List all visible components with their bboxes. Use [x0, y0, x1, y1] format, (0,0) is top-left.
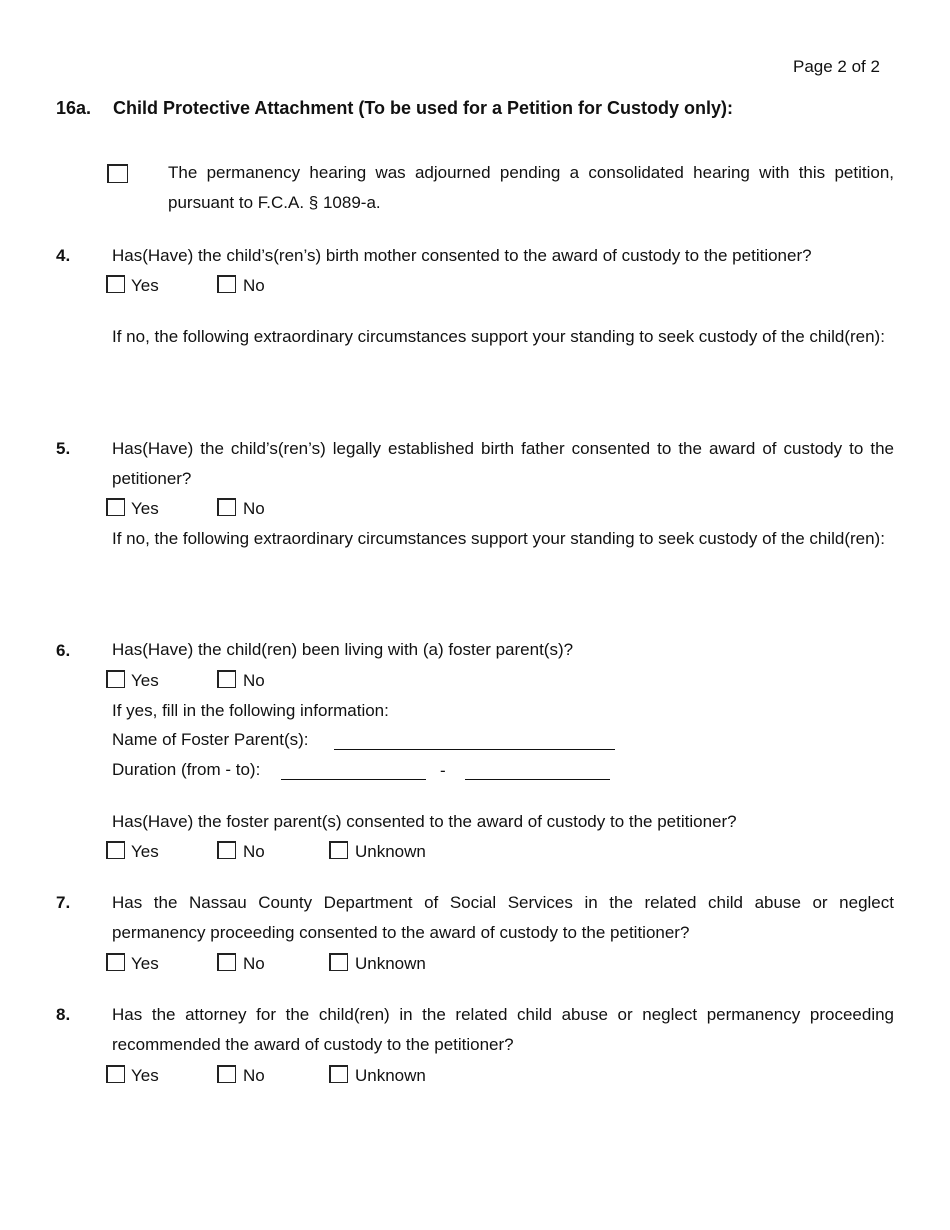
- q4-no-checkbox[interactable]: [217, 275, 236, 293]
- q7-no-label: No: [243, 954, 265, 973]
- foster-name-field[interactable]: [334, 749, 615, 750]
- q8-no-checkbox[interactable]: [217, 1065, 236, 1083]
- duration-to-field[interactable]: [465, 779, 610, 780]
- q6-number: 6.: [56, 641, 71, 660]
- q6-yes-checkbox[interactable]: [106, 670, 125, 688]
- foster-consent-yes-checkbox[interactable]: [106, 841, 125, 859]
- q6-question: Has(Have) the child(ren) been living with (a) foster parent(s)?: [112, 640, 574, 659]
- foster-consent-no-label: No: [243, 842, 265, 861]
- foster-name-label: Name of Foster Parent(s):: [112, 730, 309, 749]
- foster-consent-unknown-label: Unknown: [355, 842, 426, 861]
- q6-no-checkbox[interactable]: [217, 670, 236, 688]
- q4-yes-label: Yes: [131, 276, 159, 295]
- duration-dash: -: [440, 761, 446, 780]
- q5-followup: If no, the following extraordinary circumstances support your standing to seek custody of the child(ren):: [112, 529, 885, 548]
- q5-question: Has(Have) the child’s(ren’s) legally established birth father consented to the award of custody to the petitioner?: [112, 439, 894, 488]
- q5-no-checkbox[interactable]: [217, 498, 236, 516]
- q4-no-label: No: [243, 276, 265, 295]
- q6-info: If yes, fill in the following information:: [112, 701, 389, 720]
- page-number: Page 2 of 2: [793, 57, 880, 76]
- adjourned-checkbox[interactable]: [107, 164, 128, 183]
- q6-yes-label: Yes: [131, 671, 159, 690]
- adjourned-text: The permanency hearing was adjourned pending a consolidated hearing with this petition, pursuant to F.C.A. § 1089-a.: [168, 163, 894, 212]
- q6-no-label: No: [243, 671, 265, 690]
- q5-yes-checkbox[interactable]: [106, 498, 125, 516]
- foster-consent-yes-label: Yes: [131, 842, 159, 861]
- foster-consent-no-checkbox[interactable]: [217, 841, 236, 859]
- q8-question: Has the attorney for the child(ren) in the related child abuse or neglect permanency proceeding recommended the award of custody to the petitioner?: [112, 1005, 894, 1054]
- q8-yes-label: Yes: [131, 1066, 159, 1085]
- q5-yes-label: Yes: [131, 499, 159, 518]
- duration-from-field[interactable]: [281, 779, 426, 780]
- q8-yes-checkbox[interactable]: [106, 1065, 125, 1083]
- q4-yes-checkbox[interactable]: [106, 275, 125, 293]
- q7-no-checkbox[interactable]: [217, 953, 236, 971]
- q7-yes-label: Yes: [131, 954, 159, 973]
- q4-number: 4.: [56, 246, 71, 265]
- q5-number: 5.: [56, 439, 71, 458]
- q7-unknown-checkbox[interactable]: [329, 953, 348, 971]
- q5-no-label: No: [243, 499, 265, 518]
- q4-question: Has(Have) the child’s(ren’s) birth mother consented to the award of custody to the petitioner?: [112, 246, 812, 265]
- q8-unknown-checkbox[interactable]: [329, 1065, 348, 1083]
- q7-question: Has the Nassau County Department of Social Services in the related child abuse or neglect permanency proceeding consented to the award of custody to the petitioner?: [112, 893, 894, 942]
- section-number: 16a.: [56, 98, 92, 118]
- q7-yes-checkbox[interactable]: [106, 953, 125, 971]
- duration-label: Duration (from - to):: [112, 760, 261, 779]
- q4-followup: If no, the following extraordinary circumstances support your standing to seek custody of the child(ren):: [112, 327, 885, 346]
- q8-number: 8.: [56, 1005, 71, 1024]
- section-title: Child Protective Attachment (To be used for a Petition for Custody only):: [113, 98, 734, 118]
- q7-number: 7.: [56, 893, 71, 912]
- foster-consent-question: Has(Have) the foster parent(s) consented to the award of custody to the petitioner?: [112, 812, 737, 831]
- q8-unknown-label: Unknown: [355, 1066, 426, 1085]
- section-heading: [56, 98, 733, 119]
- q8-no-label: No: [243, 1066, 265, 1085]
- foster-consent-unknown-checkbox[interactable]: [329, 841, 348, 859]
- q7-unknown-label: Unknown: [355, 954, 426, 973]
